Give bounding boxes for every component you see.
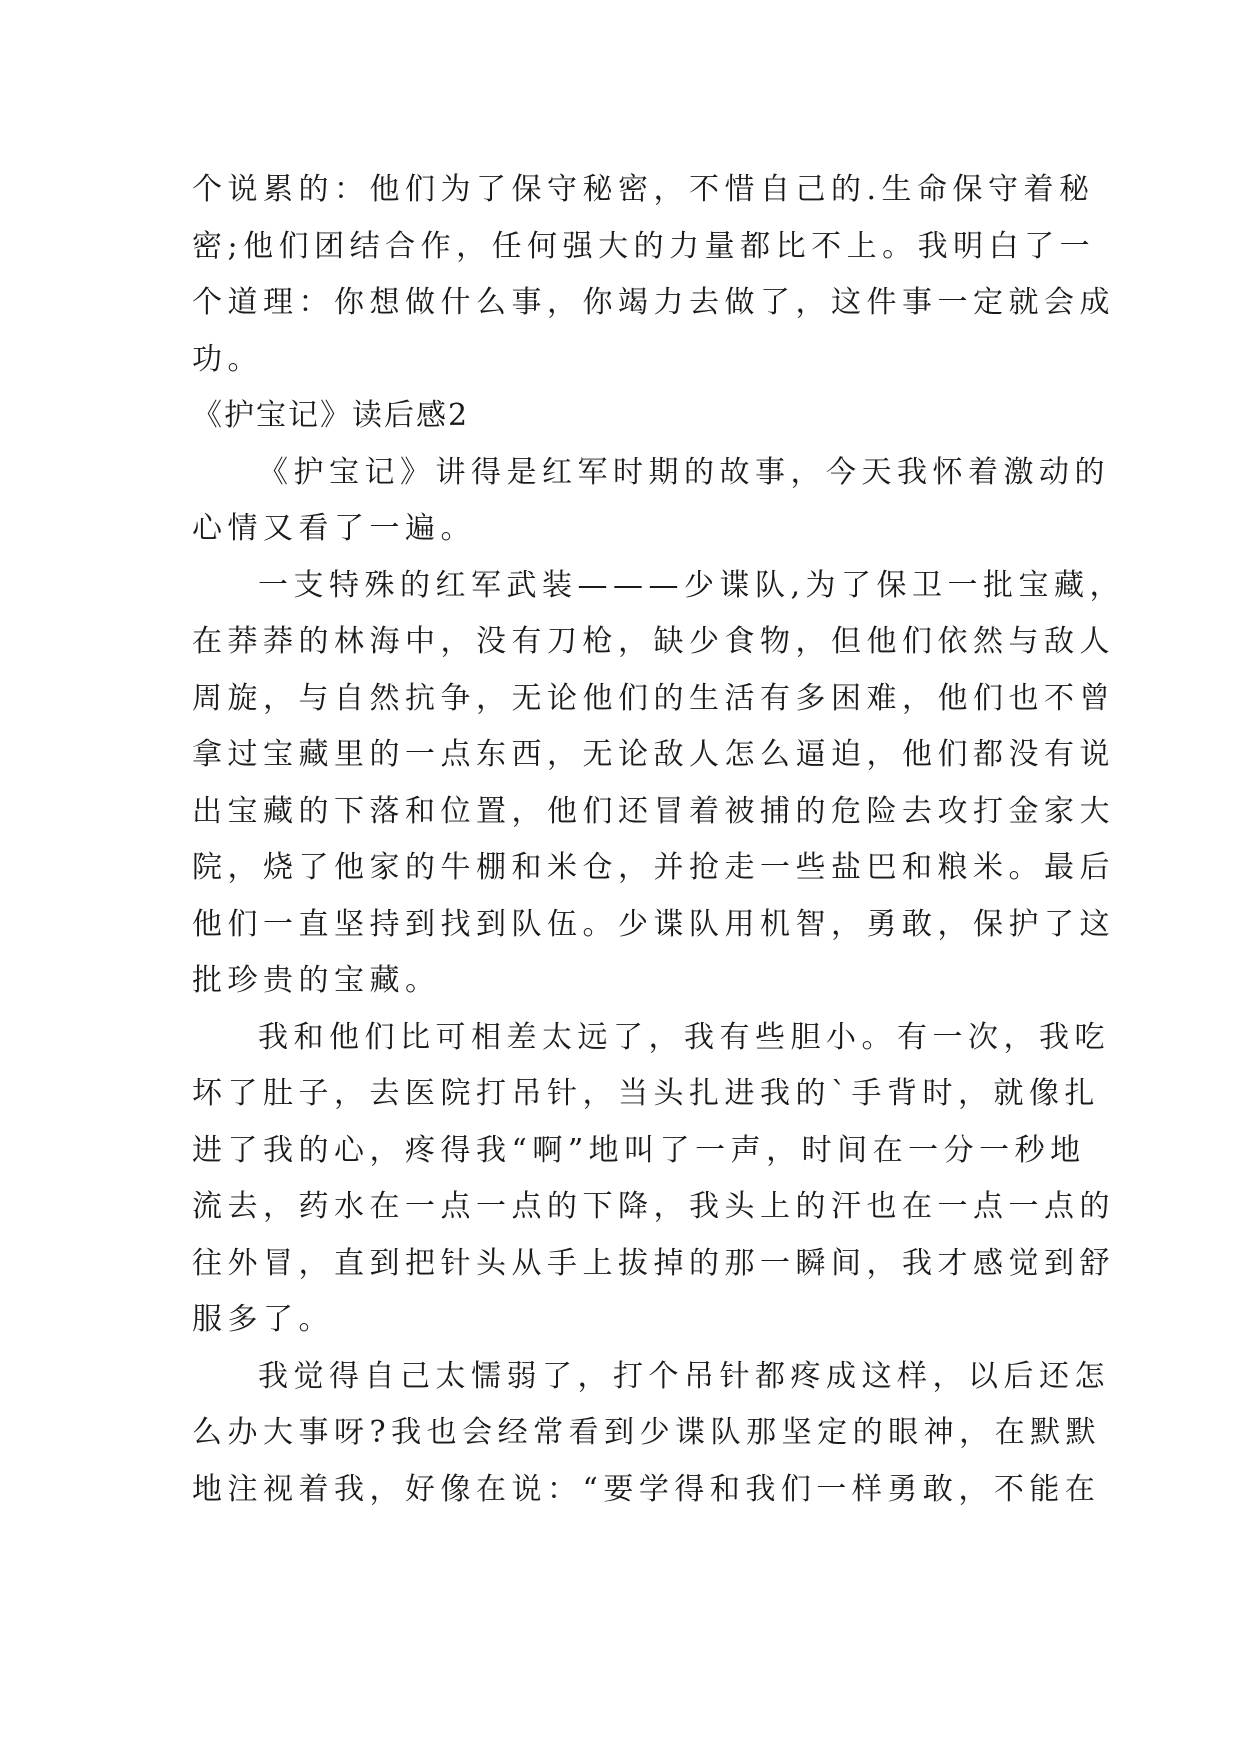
text-line: 在莽莽的林海中，没有刀枪，缺少食物，但他们依然与敌人 — [192, 624, 1115, 659]
paragraph-4 — [192, 1010, 1115, 1349]
text-line: 流去，药水在一点一点的下降，我头上的汗也在一点一点的 — [192, 1189, 1115, 1224]
text-line: 我和他们比可相差太远了，我有些胆小。有一次，我吃 — [258, 1019, 1110, 1055]
text-line: 密;他们团结合作，任何强大的力量都比不上。我明白了一 — [192, 228, 1096, 264]
text-line: 出宝藏的下落和位置，他们还冒着被捕的危险去攻打金家大 — [192, 793, 1115, 829]
text-line: 拿过宝藏里的一点东西，无论敌人怎么逼迫，他们都没有说 — [192, 737, 1115, 772]
text-line: 他们一直坚持到找到队伍。少谍队用机智，勇敢，保护了这 — [192, 906, 1115, 942]
section-heading — [192, 388, 1054, 445]
text-line: 心情又看了一遍。 — [192, 511, 476, 546]
text-line: 《护宝记》讲得是红军时期的故事，今天我怀着激动的 — [258, 454, 1110, 490]
text-line: 一支特殊的红军武装———少谍队,为了保卫一批宝藏， — [258, 567, 1126, 603]
text-line: 功。 — [192, 341, 263, 377]
text-line: 往外冒，直到把针头从手上拔掉的那一瞬间，我才感觉到舒 — [192, 1245, 1115, 1281]
text-line: 院，烧了他家的牛棚和米仓，并抢走一些盐巴和粮米。最后 — [192, 850, 1115, 885]
text-line: 进了我的心，疼得我“啊”地叫了一声，时间在一分一秒地 — [192, 1132, 1086, 1168]
paragraph-5 — [192, 1349, 1110, 1519]
paragraph-2 — [192, 445, 1110, 558]
text-line: 服多了。 — [192, 1302, 334, 1337]
text-line: 么办大事呀?我也会经常看到少谍队那坚定的眼神，在默默 — [192, 1415, 1102, 1450]
paragraph-1 — [192, 162, 1115, 388]
text-line: 个说累的：他们为了保守秘密，不惜自己的.生命保守着秘 — [192, 172, 1095, 207]
text-line: 我觉得自己太懦弱了，打个吊针都疼成这样，以后还怎 — [258, 1358, 1110, 1394]
heading-line: 《护宝记》读后感2 — [192, 398, 470, 433]
text-line: 坏了肚子，去医院打吊针，当头扎进我的`手背时，就像扎 — [192, 1076, 1100, 1111]
text-line: 地注视着我，好像在说：“要学得和我们一样勇敢，不能在 — [192, 1471, 1101, 1507]
paragraph-3 — [192, 558, 1126, 1010]
text-line: 个道理：你想做什么事，你竭力去做了，这件事一定就会成 — [192, 285, 1115, 320]
text-line: 批珍贵的宝藏。 — [192, 963, 441, 998]
text-line: 周旋，与自然抗争，无论他们的生活有多困难，他们也不曾 — [192, 680, 1115, 716]
document-body — [192, 162, 1126, 1518]
